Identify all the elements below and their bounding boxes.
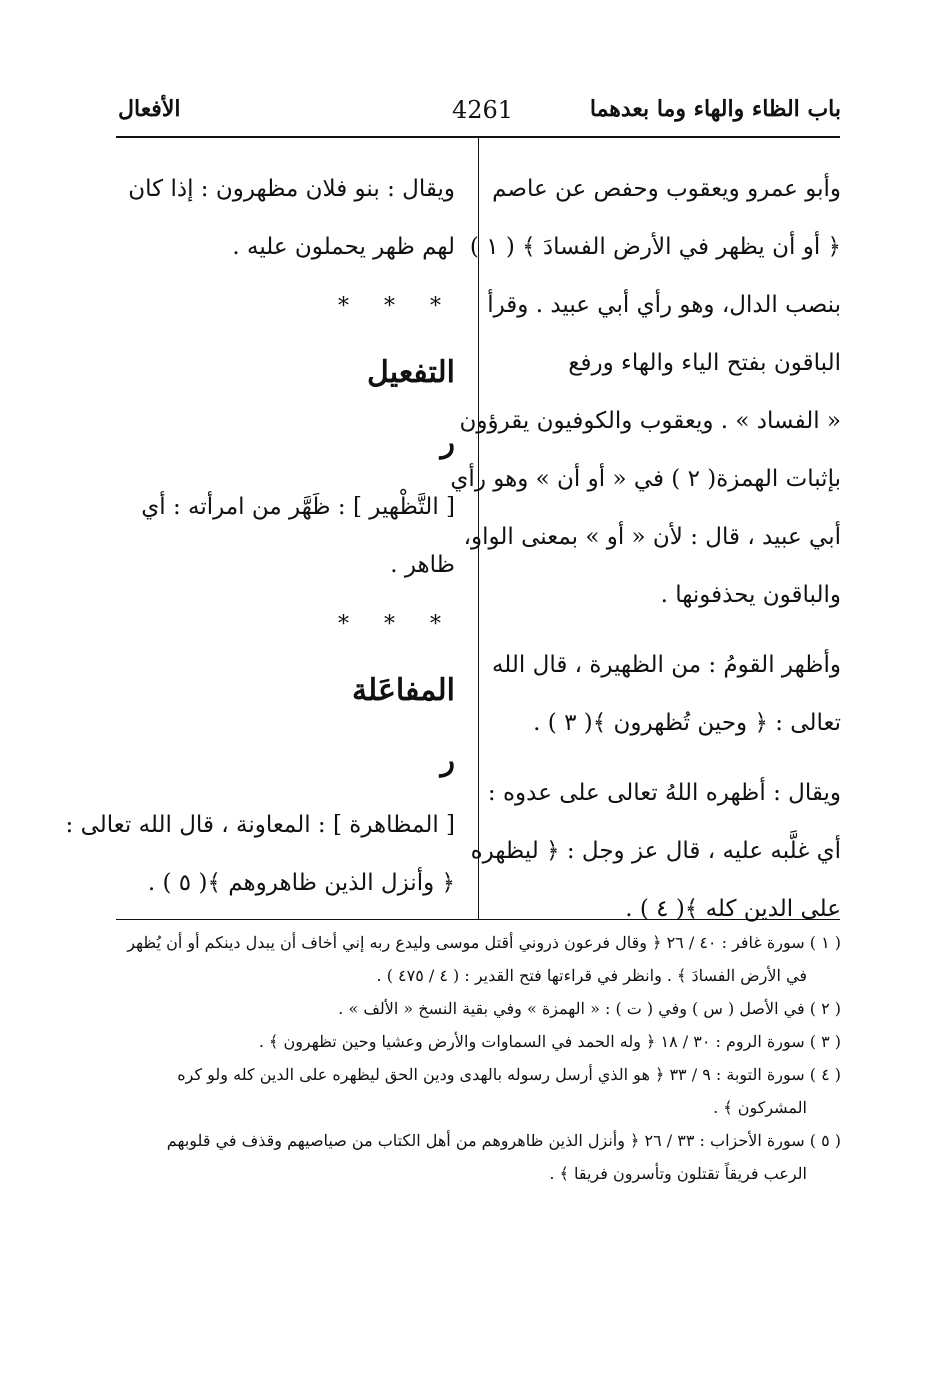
section-title-mufaala: المفاعَلة [351, 673, 455, 708]
footnote-5 [109, 1124, 841, 1190]
footnote-continuation: المشركون ﴾ . [713, 1098, 807, 1117]
footnote-text: ( ١ ) سورة غافر : ٤٠ / ٢٦ ﴿ وقال فرعون ذروني أقتل موسى وليدع ربه إني أخاف أن يبدل دينكم أو أن يُظهر [127, 933, 841, 952]
paragraph-azhara-alqawm [491, 636, 841, 752]
page-number: 4261 [452, 96, 514, 124]
text-line: ويقال : بنو فلان مظهرون : إذا كان [128, 176, 455, 202]
text-line: على الدين كله ﴾( ٤ ) . [625, 896, 841, 922]
footnote-text: ( ٥ ) سورة الأحزاب : ٣٣ / ٢٦ ﴿ وأنزل الذين ظاهروهم من أهل الكتاب من صياصيهم وقذف في قلوبهم [166, 1131, 841, 1150]
entry-muzahara [65, 796, 455, 912]
footnote-text: ( ٣ ) سورة الروم : ٣٠ / ١٨ ﴿ وله الحمد في السماوات والأرض وعشيا وحين تظهرون ﴾ . [258, 1032, 841, 1051]
text-line: وأظهر القومُ : من الظهيرة ، قال الله [491, 652, 841, 678]
text-line: ويقال : أظهره اللهُ تعالى على عدوه : [487, 780, 841, 806]
text-line: ﴿ وأنزل الذين ظاهروهم ﴾( ٥ ) . [147, 870, 455, 896]
text-line: ظاهر . [390, 552, 455, 578]
text-line: أي غلَّبه عليه ، قال عز وجل : ﴿ ليظهره [470, 838, 841, 864]
footnote-rule [116, 919, 840, 920]
left-column [65, 160, 455, 912]
paragraph-azharahu-allah [470, 764, 841, 938]
footnote-text: ( ٤ ) سورة التوبة : ٩ / ٣٣ ﴿ هو الذي أرسل رسوله بالهدى ودين الحق ليظهره على الدين كله ولو كره [177, 1065, 841, 1084]
section-title-tafil: التفعيل [367, 355, 455, 390]
text-line: « الفساد » . ويعقوب والكوفيون يقرؤون [459, 408, 841, 434]
text-line: الباقون بفتح الياء والهاء ورفع [568, 350, 841, 376]
section-separator: * * * [338, 294, 455, 319]
text-line: [ المظاهرة ] : المعاونة ، قال الله تعالى : [65, 812, 455, 838]
footnote-3 [109, 1025, 841, 1058]
section-header: الأفعال [118, 96, 181, 122]
footnotes [109, 926, 841, 1190]
section-separator: * * * [338, 612, 455, 637]
right-column [450, 160, 841, 938]
section-letter: ر [440, 743, 455, 778]
paragraph-readings [450, 160, 841, 624]
entry-tazhir [100, 478, 455, 594]
text-line: بنصب الدال، وهو رأي أبي عبيد . وقرأ [487, 292, 841, 318]
text-line: تعالى : ﴿ وحين تُظهرون ﴾( ٣ ) . [533, 710, 841, 736]
footnote-1 [109, 926, 841, 992]
text-line: ﴿ أو أن يظهر في الأرض الفسادَ ﴾ ( ١ ) [469, 234, 841, 260]
text-line: [ التَّظْهير ] : ظَهَّر من امرأته : أي [141, 494, 455, 520]
text-line: أبي عبيد ، قال : لأن « أو » بمعنى الواو، [463, 524, 841, 550]
text-line: وأبو عمرو ويعقوب وحفص عن عاصم [492, 176, 841, 202]
chapter-header: باب الظاء والهاء وما بعدهما [589, 96, 841, 122]
footnote-4 [109, 1058, 841, 1124]
text-line: والباقون يحذفونها . [660, 582, 841, 608]
text-line: لهم ظهر يحملون عليه . [232, 234, 455, 260]
section-letter: ر [440, 425, 455, 460]
footnote-text: ( ٢ ) في الأصل ( س ) وفي ( ت ) : « الهمزة » وفي بقية النسخ « الألف » . [338, 999, 841, 1018]
footnote-2 [109, 992, 841, 1025]
paragraph-muzhirun [100, 160, 455, 276]
footnote-continuation: في الأرض الفسادَ ﴾ . وانظر في قراءتها فتح القدير : ( ٤ / ٤٧٥ ) . [376, 966, 807, 985]
footnote-continuation: الرعب فريقاً تقتلون وتأسرون فريقا ﴾ . [549, 1164, 807, 1183]
text-line: بإثبات الهمزة( ٢ ) في « أو أن » وهو رأي [450, 466, 841, 492]
